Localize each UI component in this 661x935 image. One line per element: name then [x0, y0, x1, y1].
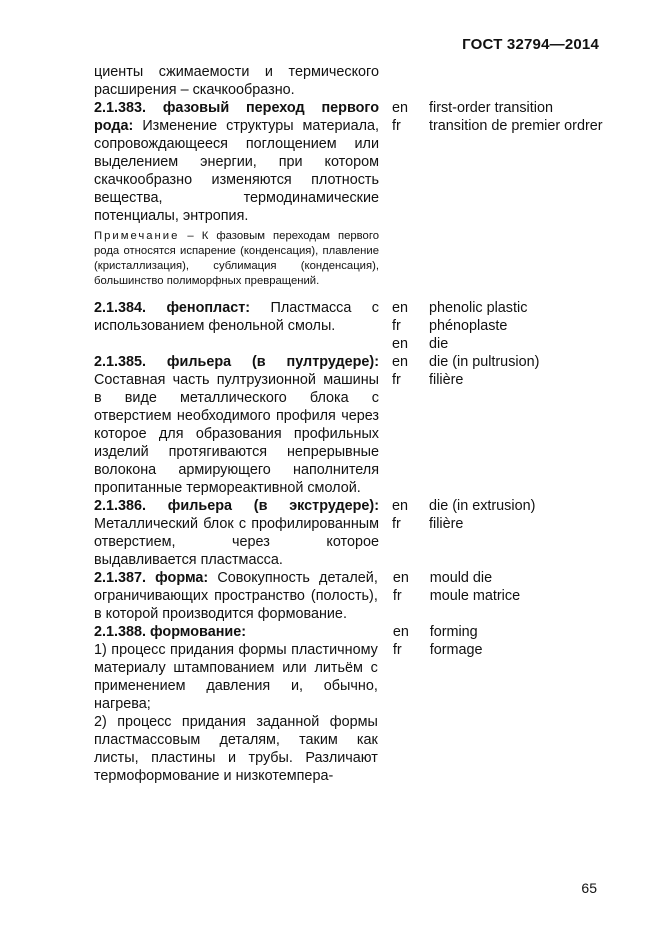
- entry-term: 2.1.387. форма:: [94, 570, 209, 586]
- translation-text: first-order transition: [429, 100, 553, 116]
- language-codes: [392, 353, 426, 497]
- intro-text: циенты сжимаемости и термического расширения – скачкообразно.: [94, 64, 379, 98]
- lang-code: en: [392, 300, 409, 316]
- translations: [429, 353, 604, 497]
- translation-text: forming: [429, 624, 478, 640]
- entry-definition: Металлический блок с профилированным отверстием, через которое выдавливается пластмасса.: [94, 516, 379, 568]
- translations: [429, 99, 604, 225]
- entry-definition: Совокупность деталей, ограничивающих пространство (полость), в которой производится формование.: [94, 570, 378, 622]
- lang-code: fr: [392, 588, 402, 604]
- lang-code: en: [392, 624, 409, 640]
- lang-code: en: [392, 354, 409, 370]
- translations: [430, 623, 604, 785]
- language-codes: [392, 99, 426, 225]
- translation-text: moule matrice: [429, 588, 521, 604]
- glossary-entry: [94, 623, 604, 785]
- entry-body: [94, 569, 378, 623]
- entry-term: 2.1.384. фенопласт:: [94, 300, 251, 316]
- language-codes: [391, 623, 427, 785]
- lang-code: fr: [392, 118, 401, 134]
- entry-term: 2.1.386. фильера (в экструдере):: [94, 498, 379, 514]
- language-codes: [392, 299, 426, 353]
- lang-code: fr: [392, 318, 401, 334]
- glossary-entry: [94, 99, 604, 225]
- translations: [430, 569, 604, 623]
- definition-item: 2) процесс придания заданной формы пластмассовым деталям, таким как листы, пластины и трубы. Различают термоформование и низкотемпера-: [94, 714, 378, 784]
- lang-code: en: [392, 498, 409, 514]
- lang-code: en: [392, 100, 409, 116]
- lang-code: fr: [392, 372, 401, 388]
- translation-text: transition de premier ordrer: [429, 118, 603, 134]
- translation-text: die (in pultrusion): [429, 354, 540, 370]
- entry-body: [94, 623, 378, 785]
- standard-header: ГОСТ 32794—2014: [462, 36, 599, 53]
- translations: [429, 497, 604, 569]
- entry-body: [94, 497, 379, 569]
- glossary-content: [94, 63, 604, 785]
- note-text: – К фазовым переходам первого рода относятся испарение (конденсация), плавление (кристаллизация), сублимация (конденсация), большинство полиморфных превращений.: [94, 230, 379, 287]
- glossary-entry: [94, 497, 604, 569]
- glossary-entry: [94, 569, 604, 623]
- translation-text: filière: [429, 516, 464, 532]
- translation-text: formage: [429, 642, 483, 658]
- translation-text: phenolic plastic: [429, 300, 528, 316]
- entry-definition: Составная часть пултрузионной машины в виде металлического блока с отверстием необходимого профиля через которое для образования профильных изделий протягиваются непрерывные волокона армирующего наполнителя пропитанные термореактивной смолой.: [94, 372, 379, 496]
- entry-definition: Изменение структуры материала, сопровождающееся поглощением или выделением энергии, при котором скачкообразно изменяются плотность вещества, термодинамические потенциалы, энтропия.: [94, 118, 379, 224]
- entry-body: [94, 99, 379, 225]
- glossary-entry-continuation: [94, 63, 604, 99]
- translation-text: die (in extrusion): [429, 498, 536, 514]
- lang-code: en: [392, 570, 409, 586]
- note-label: Примечание: [94, 230, 180, 242]
- translation-text: phénoplaste: [429, 318, 508, 334]
- lang-code: fr: [392, 642, 402, 658]
- entry-note: [94, 229, 379, 289]
- translation-text: filière: [429, 372, 464, 388]
- language-codes: [391, 569, 427, 623]
- translation-text: mould die: [429, 570, 493, 586]
- entry-term: 2.1.388. формование:: [94, 624, 247, 640]
- lang-code: en: [392, 336, 409, 352]
- translation-text: die: [429, 336, 449, 352]
- glossary-entry: [94, 299, 604, 353]
- entry-term: 2.1.385. фильера (в пултрудере):: [94, 354, 379, 370]
- glossary-entry: [94, 353, 604, 497]
- lang-code: fr: [392, 516, 401, 532]
- definition-item: 1) процесс придания формы пластичному материалу штампованием или литьём с применением давления и, обычно, нагрева;: [94, 642, 378, 712]
- translations: [429, 299, 604, 353]
- page-number: 65: [581, 880, 597, 896]
- entry-body: [94, 299, 379, 353]
- entry-definition: Пластмасса с использованием фенольной смолы.: [94, 300, 379, 334]
- language-codes: [392, 497, 426, 569]
- entry-body: [94, 353, 379, 497]
- entry-term: 2.1.383. фазовый переход первого рода:: [94, 100, 379, 134]
